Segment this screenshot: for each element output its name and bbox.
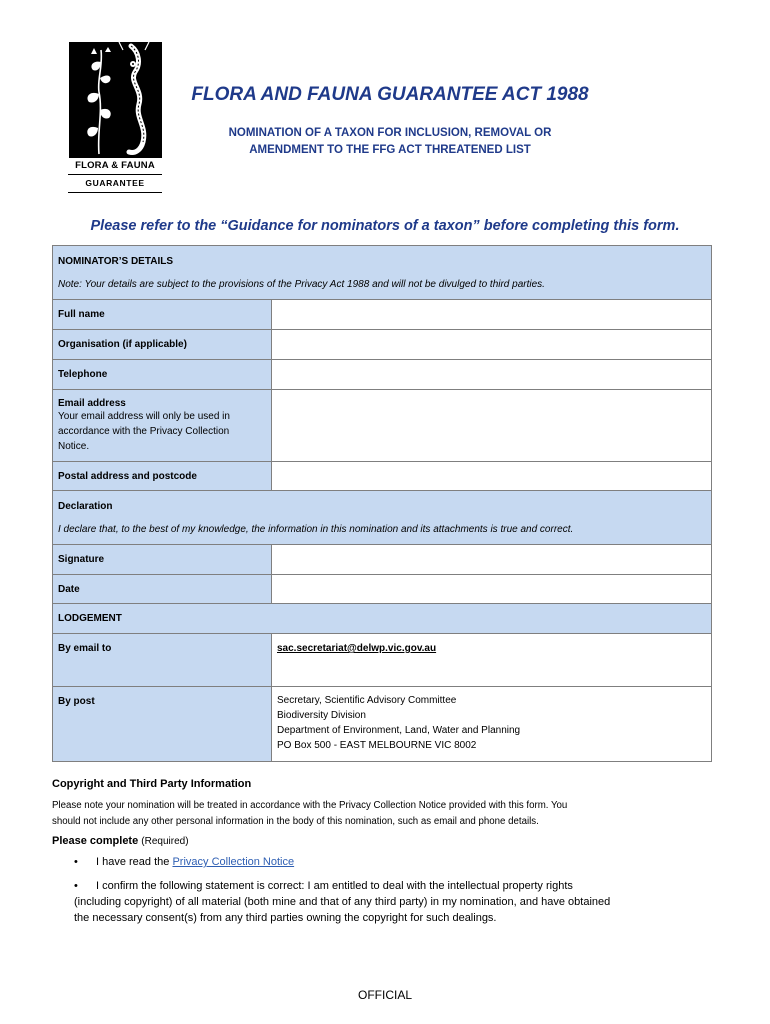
email-note-line-2: accordance with the Privacy Collection — [58, 425, 230, 437]
bullet2-line-2: (including copyright) of all material (both mine and that of any third party) in my nomination, and have obtained — [74, 896, 611, 908]
logo-divider-bottom — [68, 192, 162, 193]
nominator-details-heading: NOMINATOR’S DETAILS — [58, 255, 173, 267]
form-row — [53, 545, 712, 575]
bullet-icon: • — [74, 880, 78, 892]
by-email-label: By email to — [53, 634, 272, 687]
email-label: Email address — [58, 397, 126, 409]
by-post-label: By post — [53, 687, 272, 762]
declaration-text: I declare that, to the best of my knowledge, the information in this nomination and its attachments is true and correct. — [58, 523, 574, 535]
copyright-text — [52, 798, 722, 830]
post-line-2: Biodiversity Division — [277, 710, 366, 721]
email-note-line-3: Notice. — [58, 440, 90, 452]
post-line-4: PO Box 500 - EAST MELBOURNE VIC 8002 — [277, 740, 477, 751]
telephone-field[interactable] — [272, 360, 712, 390]
bullet2-line-3: the necessary consent(s) from any third parties owning the copyright for such dealings. — [74, 912, 497, 924]
flora-fauna-emblem-icon — [69, 42, 162, 158]
form-row — [53, 300, 712, 330]
logo-divider — [68, 174, 162, 175]
subtitle-line-2: AMENDMENT TO THE FFG ACT THREATENED LIST — [249, 144, 531, 156]
logo-text-guarantee: GUARANTEE — [85, 178, 145, 188]
post-line-3: Department of Environment, Land, Water and Planning — [277, 725, 521, 736]
email-label-cell — [53, 390, 272, 462]
guidance-instruction: Please refer to the “Guidance for nominators of a taxon” before completing this form. — [90, 218, 680, 234]
organisation-field[interactable] — [272, 330, 712, 360]
date-field[interactable] — [272, 575, 712, 604]
telephone-label: Telephone — [53, 360, 272, 390]
signature-label: Signature — [53, 545, 272, 575]
nomination-form-table — [52, 245, 712, 762]
declaration-heading: Declaration — [58, 500, 113, 512]
full-name-label: Full name — [53, 300, 272, 330]
copyright-text-line-1: Please note your nomination will be treated in accordance with the Privacy Collection Notice provided with this form. You — [52, 800, 568, 811]
lodgement-header-row — [53, 604, 712, 634]
form-row — [53, 687, 712, 762]
form-row — [53, 390, 712, 462]
copyright-text-line-2: should not include any other personal information in the body of this nomination, such as email and phone details. — [52, 816, 539, 827]
form-row — [53, 575, 712, 604]
nominator-details-header — [53, 246, 712, 300]
email-note-line-1: Your email address will only be used in — [58, 410, 230, 422]
form-row — [53, 330, 712, 360]
form-row — [53, 462, 712, 491]
organisation-label: Organisation (if applicable) — [53, 330, 272, 360]
postal-address-label: Postal address and postcode — [53, 462, 272, 491]
lodgement-email-link[interactable]: sac.secretariat@delwp.vic.gov.au — [277, 643, 437, 654]
postal-address-field[interactable] — [272, 462, 712, 491]
full-name-field[interactable] — [272, 300, 712, 330]
lodgement-email-cell — [272, 634, 712, 687]
email-field[interactable] — [272, 390, 712, 462]
declaration-header — [53, 491, 712, 545]
bullet2-line-1 — [74, 878, 734, 894]
subtitle-line-1: NOMINATION OF A TAXON FOR INCLUSION, REMOVAL OR — [228, 127, 552, 139]
page-title: FLORA AND FAUNA GUARANTEE ACT 1988 — [191, 84, 589, 105]
date-label: Date — [53, 575, 272, 604]
nominator-details-header-row — [53, 246, 712, 300]
logo-text-flora-fauna: FLORA & FAUNA — [75, 160, 155, 171]
required-label: (Required) — [141, 836, 189, 847]
please-complete-label: Please complete — [52, 835, 139, 847]
page-subtitle — [180, 125, 600, 159]
form-row — [53, 360, 712, 390]
bullet-icon: • — [74, 856, 78, 868]
ffg-logo — [66, 42, 164, 194]
post-line-1: Secretary, Scientific Advisory Committee — [277, 695, 457, 706]
please-complete — [52, 835, 189, 847]
copyright-heading: Copyright and Third Party Information — [52, 778, 252, 790]
declaration-header-row — [53, 491, 712, 545]
privacy-note: Note: Your details are subject to the provisions of the Privacy Act 1988 and will not be divulged to third parties. — [58, 278, 545, 290]
bullet2-text-1: I confirm the following statement is correct: I am entitled to deal with the intellectual property rights — [96, 880, 573, 892]
privacy-collection-notice-link[interactable]: Privacy Collection Notice — [172, 856, 295, 868]
postal-address-block — [272, 687, 712, 762]
signature-field[interactable] — [272, 545, 712, 575]
bullet1-prefix: I have read the — [96, 856, 170, 868]
form-row — [53, 634, 712, 687]
logo-illustration — [69, 42, 162, 158]
classification-footer: OFFICIAL — [357, 988, 412, 1002]
copyright-confirmation-item[interactable] — [74, 878, 734, 926]
lodgement-heading: LODGEMENT — [53, 604, 712, 634]
privacy-acknowledgement-item[interactable] — [74, 856, 294, 868]
